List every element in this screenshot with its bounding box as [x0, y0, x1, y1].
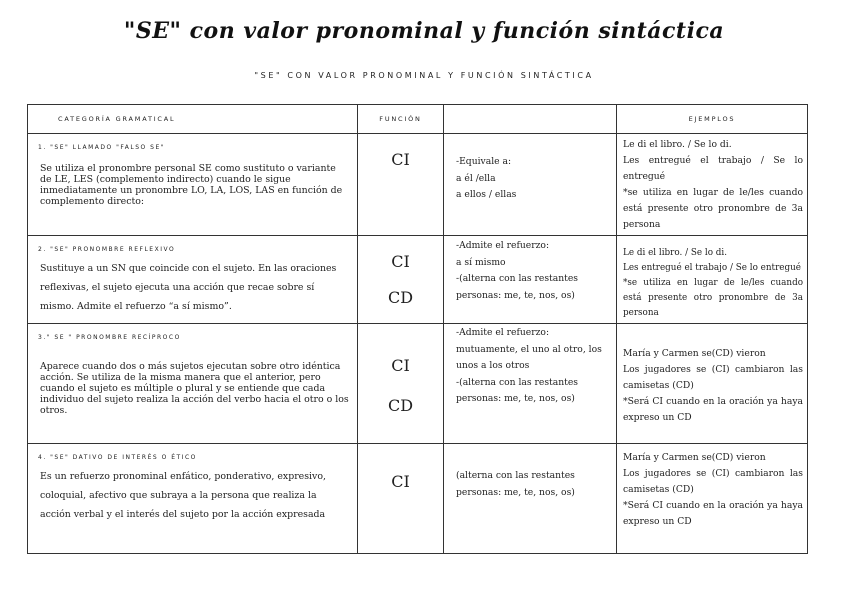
function-cell	[358, 324, 444, 444]
function-cell	[358, 444, 444, 554]
category-cell	[28, 444, 358, 554]
header-category: CATEGORÍA GRAMATICAL	[28, 105, 358, 134]
examples-cell	[617, 324, 808, 444]
example-line: Los jugadores se (CI) cambiaron las camisetas (CD)	[623, 364, 803, 391]
examples-cell	[617, 444, 808, 554]
examples-cell	[617, 236, 808, 324]
usage-line: -(alterna con las restantes personas: me, te, nos, os)	[456, 273, 578, 301]
function-cell	[358, 134, 444, 236]
grammar-table	[27, 104, 808, 554]
page-subtitle: "SE" CON VALOR PRONOMINAL Y FUNCIÓN SINTÁCTICA	[254, 71, 594, 80]
usage-cell	[444, 324, 617, 444]
category-title: 2. "SE" PRONOMBRE REFLEXIVO	[38, 246, 176, 253]
usage-line: -Admite el refuerzo:	[456, 327, 550, 338]
table-header-row	[28, 105, 808, 134]
example-line: Le di el libro. / Se lo di.	[623, 139, 732, 150]
category-description: Se utiliza el pronombre personal SE como sustituto o variante de LE, LES (complemento indirecto) cuando le sigue inmediatamente un pronombre LO, LA, LOS, LAS en función de complemento directo:	[40, 163, 343, 207]
function-value: CI	[391, 150, 410, 169]
usage-line: -Admite el refuerzo:	[456, 240, 550, 251]
category-description: Aparece cuando dos o más sujetos ejecutan sobre otro idéntica acción. Se utiliza de la misma manera que el anterior, pero cuando el sujeto es múltiple o plural y se entiende que cada individuo del sujeto realiza la acción del verbo hacia el otro o los otros.	[40, 361, 349, 416]
example-line: *se utiliza en lugar de le/les cuando está presente otro pronombre de 3a persona	[623, 187, 803, 230]
category-title: 4. "SE" DATIVO DE INTERÉS O ÉTICO	[38, 454, 197, 461]
function-value: CI	[391, 252, 410, 271]
usage-cell	[444, 134, 617, 236]
example-line: Los jugadores se (CI) cambiaron las camisetas (CD)	[623, 468, 803, 495]
example-line: Les entregué el trabajo / Se lo entregué	[623, 263, 801, 273]
category-cell	[28, 236, 358, 324]
usage-line: mutuamente, el uno al otro, los unos a los otros	[456, 343, 602, 371]
table-row	[28, 324, 808, 444]
table-row	[28, 134, 808, 236]
usage-line: a él /ella	[456, 172, 496, 184]
category-cell	[28, 134, 358, 236]
header-examples: EJEMPLOS	[617, 105, 808, 134]
usage-line: -Equivale a:	[456, 156, 512, 167]
usage-line: -(alterna con las restantes personas: me, te, nos, os)	[456, 376, 578, 404]
usage-cell	[444, 236, 617, 324]
category-title: 3." SE " PRONOMBRE RECÍPROCO	[38, 334, 181, 341]
table-row	[28, 444, 808, 554]
example-line: *Será CI cuando en la oración ya haya expreso un CD	[623, 396, 803, 423]
usage-line: a ellos / ellas	[456, 189, 517, 200]
example-line: Les entregué el trabajo / Se lo entregué	[623, 155, 803, 182]
page-title: "SE" con valor pronominal y función sintáctica	[123, 18, 725, 44]
example-line: *se utiliza en lugar de le/les cuando está presente otro pronombre de 3a persona	[623, 278, 803, 318]
usage-line: (alterna con las restantes personas: me, te, nos, os)	[456, 470, 575, 498]
category-cell	[28, 324, 358, 444]
example-line: Le di el libro. / Se lo di.	[623, 248, 728, 258]
table-row	[28, 236, 808, 324]
example-line: *Será CI cuando en la oración ya haya expreso un CD	[623, 500, 803, 527]
example-line: María y Carmen se(CD) vieron	[623, 348, 766, 359]
example-line: María y Carmen se(CD) vieron	[623, 452, 766, 463]
category-title: 1. "SE" LLAMADO "FALSO SE"	[38, 144, 166, 151]
function-value: CD	[387, 396, 414, 415]
function-value: CI	[391, 356, 410, 375]
header-function: FUNCIÓN	[358, 105, 444, 134]
function-value: CI	[391, 472, 410, 491]
function-value: CD	[387, 288, 414, 307]
header-blank	[444, 105, 617, 134]
usage-line: a sí mismo	[456, 256, 506, 268]
category-description: Es un refuerzo pronominal enfático, ponderativo, expresivo, coloquial, afectivo que subraya a la persona que realiza la acción verbal y el interés del sujeto por la acción expresada	[40, 471, 326, 520]
category-description: Sustituye a un SN que coincide con el sujeto. En las oraciones reflexivas, el sujeto ejecuta una acción que recae sobre sí mismo. Admite el refuerzo “a sí mismo”.	[40, 263, 337, 312]
examples-cell	[617, 134, 808, 236]
usage-cell	[444, 444, 617, 554]
function-cell	[358, 236, 444, 324]
